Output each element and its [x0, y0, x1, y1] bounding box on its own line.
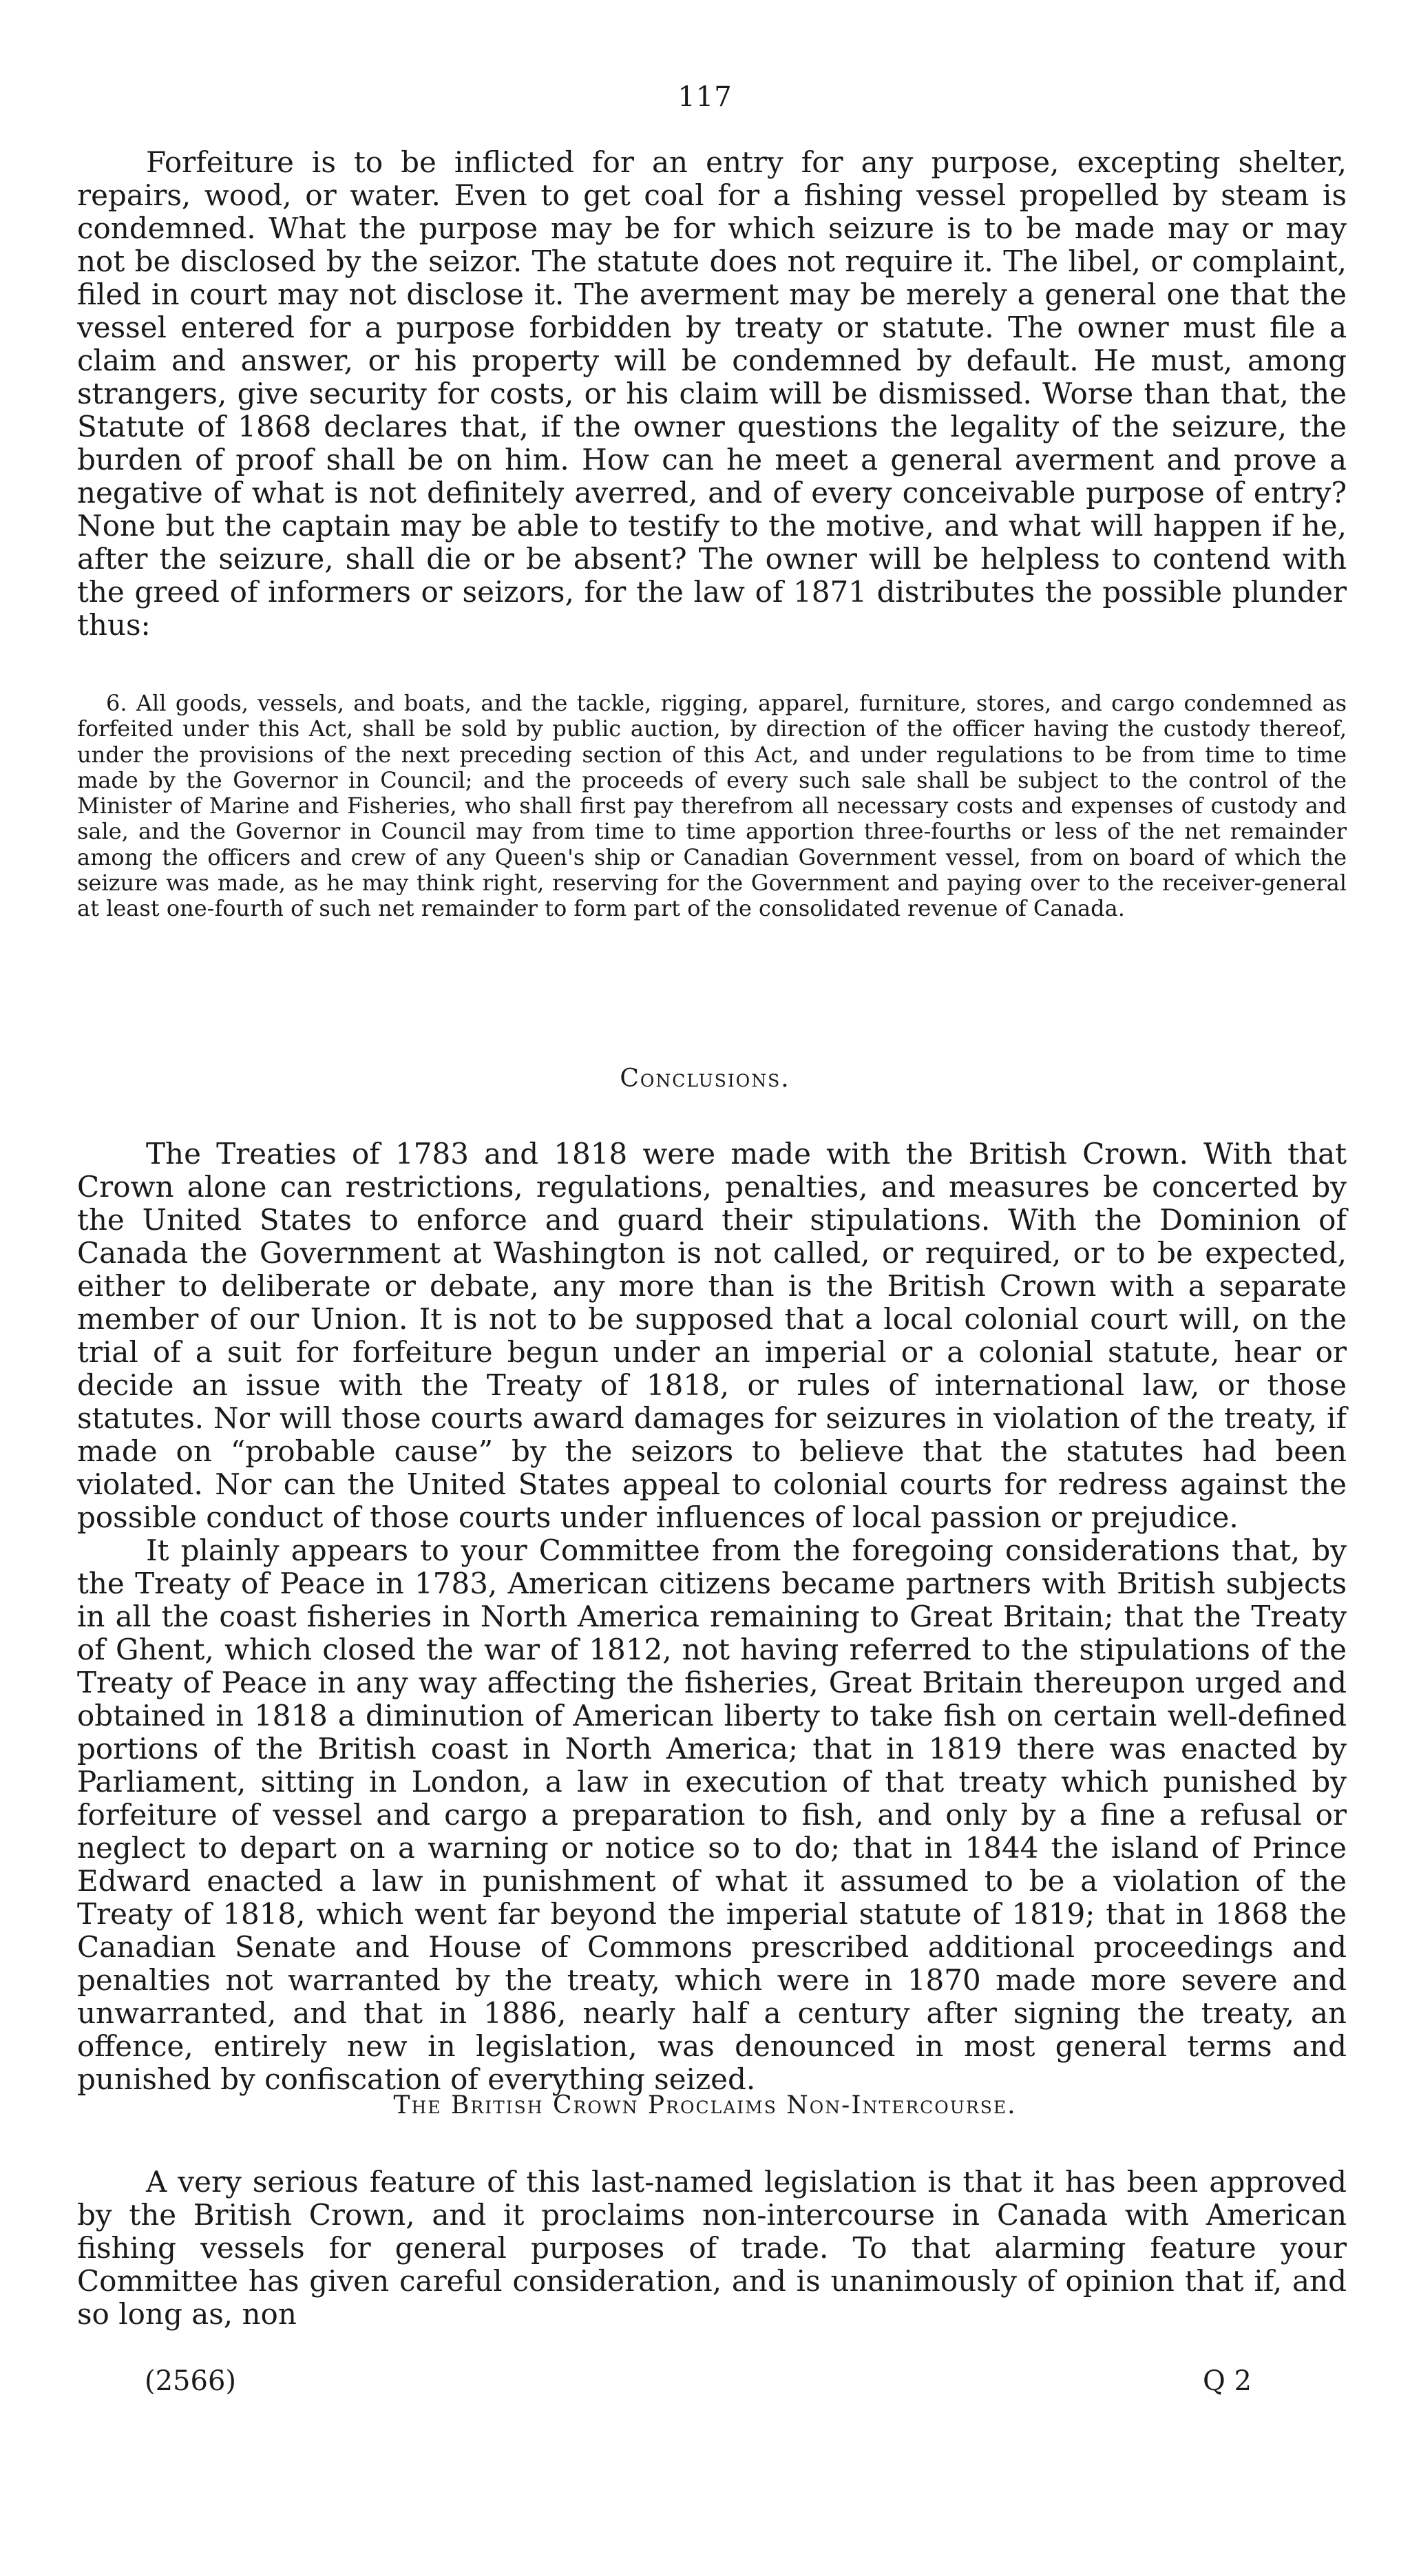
gathering-signature: Q 2	[1203, 2365, 1252, 2397]
body-section-non-intercourse	[77, 2166, 1347, 2331]
quotation-section-6: 6. All goods, vessels, and boats, and the tackle, rigging, apparel, furniture, stores, and cargo condemned as forfeited under this Act, shall be sold by public auction, by direction of the officer having the custody thereof, under the provisions of the next preceding section of this Act, and under regulations to be from time to time made by the Governor in Council; and the proceeds of every such sale shall be subject to the control of the Minister of Marine and Fisheries, who shall first pay therefrom all necessary costs and expenses of custody and sale, and the Governor in Council may from time to time apportion three-fourths or less of the net remainder among the officers and crew of any Queen's ship or Canadian Government vessel, from on board of which the seizure was made, as he may think right, reserving for the Government and paying over to the receiver-general at least one-fourth of such net remainder to form part of the consolidated revenue of Canada.	[77, 690, 1347, 922]
page-number: 117	[677, 81, 733, 113]
paragraph-conclusions-committee: It plainly appears to your Committee from the foregoing considerations that, by the Treaty of Peace in 1783, American citizens became partners with British subjects in all the coast fisheries in North America remaining to Great Britain; that the Treaty of Ghent, which closed the war of 1812, not having referred to the stipulations of the Treaty of Peace in any way affecting the fisheries, Great Britain thereupon urged and obtained in 1818 a diminution of American liberty to take fish on certain well-defined portions of the British coast in North America; that in 1819 there was enacted by Parliament, sitting in London, a law in execution of that treaty which punished by forfeiture of vessel and cargo a preparation to fish, and only by a fine a refusal or neglect to depart on a warning or notice so to do; that in 1844 the island of Prince Edward enacted a law in punishment of what it assumed to be a violation of the Treaty of 1818, which went far beyond the imperial statute of 1819; that in 1868 the Canadian Senate and House of Commons prescribed additional proceedings and penalties not warranted by the treaty, which were in 1870 made more severe and unwarranted, and that in 1886, nearly half a century after signing the treaty, an offence, entirely new in legislation, was denounced in most general terms and punished by confiscation of everything seized.	[77, 1533, 1347, 2096]
body-section-conclusions	[77, 1138, 1347, 2096]
statute-quotation	[77, 691, 1347, 922]
paragraph-non-intercourse: A very serious feature of this last-named legislation is that it has been approved by the British Crown, and it proclaims non-intercourse in Canada with American fishing vessels for general purposes of trade. To that alarming feature your Committee has given careful consideration, and is unanimously of opinion that if, and so long as, non	[77, 2165, 1347, 2331]
printer-signature: (2566)	[145, 2365, 237, 2397]
paragraph-conclusions-treaties: The Treaties of 1783 and 1818 were made with the British Crown. With that Crown alone can restrictions, regulations, penalties, and measures be concerted by the United States to enforce and guard their stipulations. With the Dominion of Canada the Government at Washington is not called, or required, or to be expected, either to deliberate or debate, any more than is the British Crown with a separate member of our Union. It is not to be supposed that a local colonial court will, on the trial of a suit for forfeiture begun under an imperial or a colonial statute, hear or decide an issue with the Treaty of 1818, or rules of international law, or those statutes. Nor will those courts award damages for seizures in violation of the treaty, if made on “probable cause” by the seizors to believe that the statutes had been violated. Nor can the United States appeal to colonial courts for redress against the possible conduct of those courts under influences of local passion or prejudice.	[77, 1137, 1347, 1534]
paragraph-forfeiture: Forfeiture is to be inflicted for an entry for any purpose, excepting shelter, repairs, wood, or water. Even to get coal for a fishing vessel propelled by steam is condemned. What the purpose may be for which seizure is to be made may or may not be disclosed by the seizor. The statute does not require it. The libel, or complaint, filed in court may not disclose it. The averment may be merely a general one that the vessel entered for a purpose forbidden by treaty or statute. The owner must file a claim and answer, or his property will be condemned by default. He must, among strangers, give security for costs, or his claim will be dismissed. Worse than that, the Statute of 1868 declares that, if the owner questions the legality of the seizure, the burden of proof shall be on him. How can he meet a general averment and prove a negative of what is not definitely averred, and of every conceivable purpose of entry? None but the captain may be able to testify to the motive, and what will happen if he, after the seizure, shall die or be absent? The owner will be helpless to contend with the greed of informers or seizors, for the law of 1871 distributes the possible plunder thus:	[77, 145, 1347, 642]
heading-british-crown: The British Crown Proclaims Non-Intercourse.	[393, 2091, 1017, 2119]
body-section-forfeiture	[77, 146, 1347, 642]
heading-conclusions: Conclusions.	[620, 1065, 790, 1093]
